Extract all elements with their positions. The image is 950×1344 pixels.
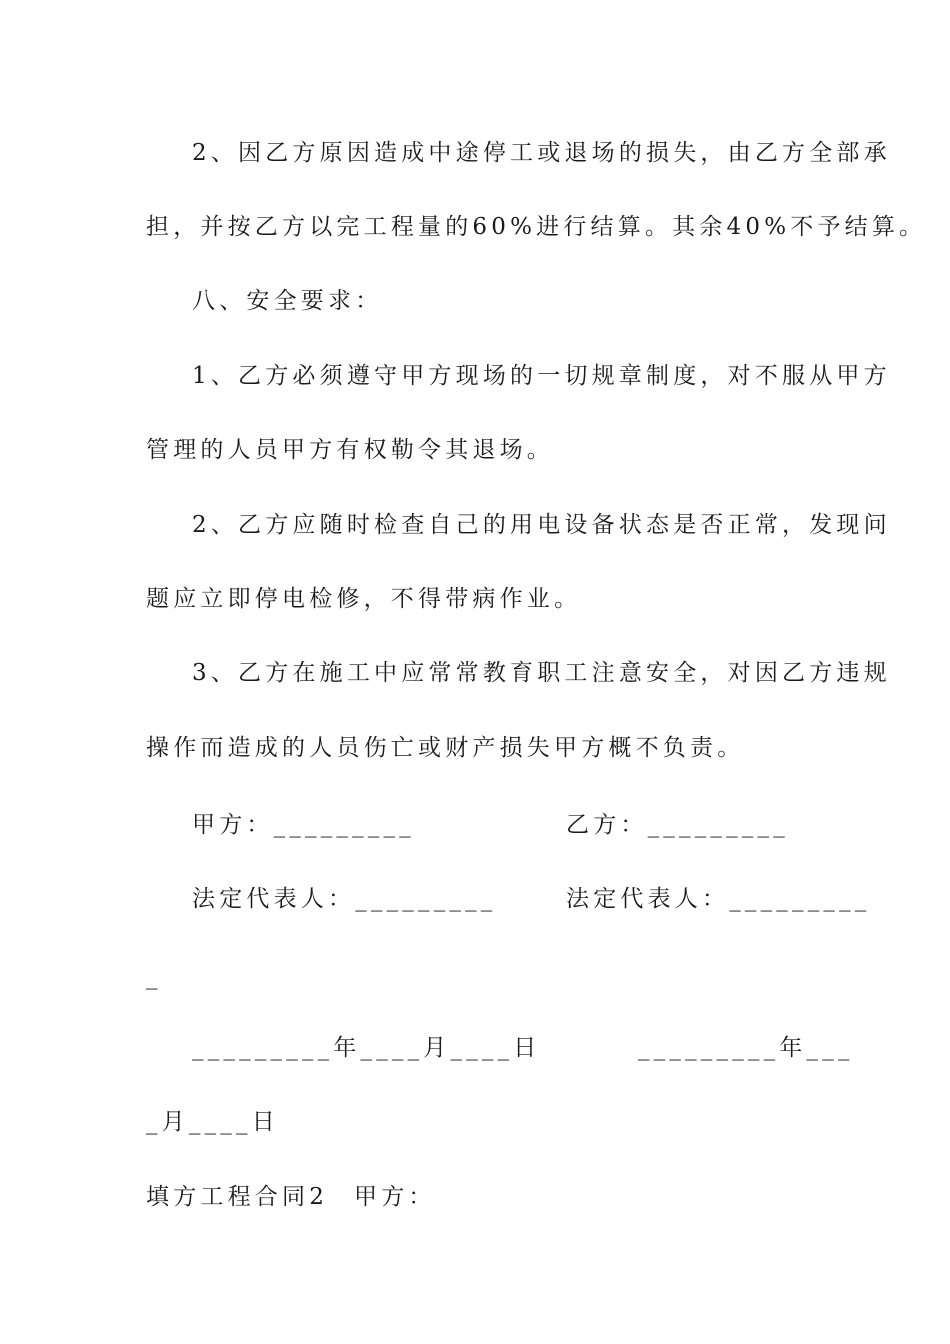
party-b-date-wrap: _月____日 <box>146 1109 279 1135</box>
section-8-heading: 八、安全要求： <box>192 288 383 314</box>
party-b-date: _________年___ <box>638 1035 854 1061</box>
next-contract-party-a: 甲方： <box>354 1184 436 1210</box>
party-a-signature: 甲方：_________ <box>192 812 415 838</box>
safety-clause-3-line-2: 操作而造成的人员伤亡或财产损失甲方概不负责。 <box>146 735 745 761</box>
next-contract-title: 填方工程合同2 <box>146 1184 329 1210</box>
safety-clause-2-line-2: 题应立即停电检修，不得带病作业。 <box>146 586 582 612</box>
clause-2-line-2: 担，并按乙方以完工程量的60%进行结算。其余40%不予结算。 <box>146 214 927 240</box>
party-b-signature: 乙方：_________ <box>566 812 789 838</box>
party-b-legal-rep-wrap: _ <box>146 964 162 990</box>
safety-clause-2-line-1: 2、乙方应随时检查自己的用电设备状态是否正常，发现问 <box>192 512 891 538</box>
clause-2-line-1: 2、因乙方原因造成中途停工或退场的损失，由乙方全部承 <box>192 140 891 166</box>
safety-clause-3-line-1: 3、乙方在施工中应常常教育职工注意安全，对因乙方违规 <box>192 660 891 686</box>
party-a-date: _________年____月____日 <box>192 1035 541 1061</box>
party-a-legal-rep: 法定代表人：_________ <box>192 886 497 912</box>
safety-clause-1-line-1: 1、乙方必须遵守甲方现场的一切规章制度，对不服从甲方 <box>192 363 891 389</box>
party-b-legal-rep: 法定代表人：_________ <box>566 886 871 912</box>
safety-clause-1-line-2: 管理的人员甲方有权勒令其退场。 <box>146 437 554 463</box>
